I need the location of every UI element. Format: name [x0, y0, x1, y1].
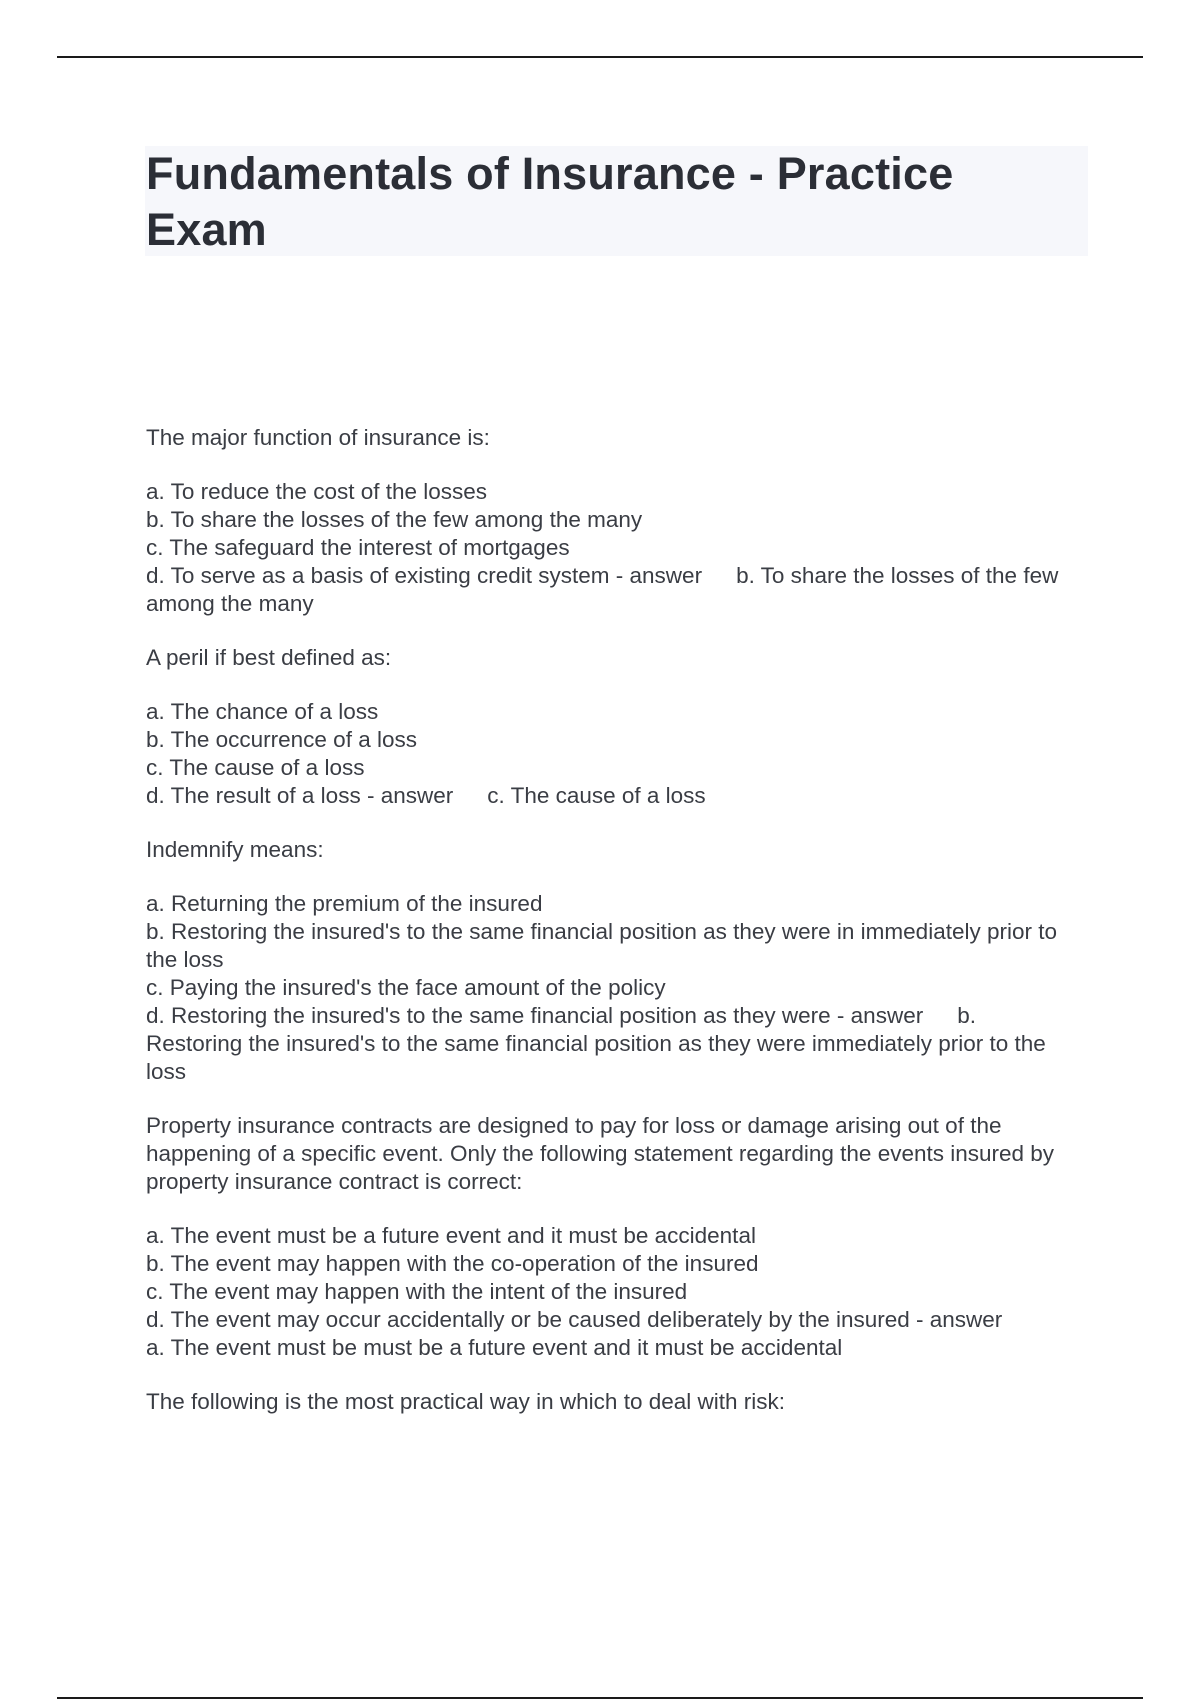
option-list	[146, 698, 1076, 810]
answer-text: b. Restoring the insured's to the same financial position as they were immediately prior to the loss	[146, 1003, 1046, 1084]
option-list	[146, 1222, 1076, 1362]
exam-content	[146, 424, 1076, 1442]
question-text: A peril if best defined as:	[146, 645, 392, 670]
option-a: a. Returning the premium of the insured	[146, 891, 543, 916]
answer-text: a. The event must be must be a future event and it must be accidental	[146, 1335, 843, 1360]
answer-text: b. To share the losses of the few among the many	[146, 563, 1059, 616]
question-4	[146, 1112, 1076, 1362]
option-d: d. Restoring the insured's to the same financial position as they were - answer	[146, 1003, 924, 1028]
option-b: b. The occurrence of a loss	[146, 727, 417, 752]
option-c: c. The cause of a loss	[146, 755, 365, 780]
option-d-with-answer	[146, 562, 1076, 618]
option-a: a. The event must be a future event and it must be accidental	[146, 1223, 756, 1248]
option-d: d. The result of a loss - answer	[146, 783, 454, 808]
option-c: c. Paying the insured's the face amount of the policy	[146, 975, 666, 1000]
question-3	[146, 836, 1076, 1086]
option-b: b. The event may happen with the co-operation of the insured	[146, 1251, 759, 1276]
option-a: a. To reduce the cost of the losses	[146, 479, 488, 504]
bottom-divider	[57, 1697, 1143, 1699]
option-d: d. To serve as a basis of existing credit system - answer	[146, 563, 703, 588]
last-question-text: The following is the most practical way in which to deal with risk:	[146, 1389, 786, 1414]
option-list	[146, 478, 1076, 618]
option-d-with-answer	[146, 782, 1076, 810]
option-b: b. To share the losses of the few among the many	[146, 507, 643, 532]
answer-text: c. The cause of a loss	[487, 783, 706, 808]
question-text: Indemnify means:	[146, 837, 324, 862]
question-2	[146, 644, 1076, 810]
option-d: d. The event may occur accidentally or be caused deliberately by the insured - answer	[146, 1307, 1003, 1332]
top-divider	[57, 56, 1143, 58]
option-c: c. The event may happen with the intent of the insured	[146, 1279, 688, 1304]
question-1	[146, 424, 1076, 618]
question-text: The major function of insurance is:	[146, 425, 490, 450]
option-list	[146, 890, 1076, 1086]
option-b: b. Restoring the insured's to the same financial position as they were in immediately prior to the loss	[146, 919, 1057, 972]
document-title: Fundamentals of Insurance - Practice Exam	[146, 148, 954, 255]
option-a: a. The chance of a loss	[146, 699, 379, 724]
option-c: c. The safeguard the interest of mortgages	[146, 535, 570, 560]
question-text: Property insurance contracts are designed to pay for loss or damage arising out of the happening of a specific event. Only the following statement regarding the events insured by property insurance contract is correct:	[146, 1113, 1055, 1194]
option-d-with-answer	[146, 1306, 1076, 1362]
option-d-with-answer	[146, 1002, 1076, 1086]
